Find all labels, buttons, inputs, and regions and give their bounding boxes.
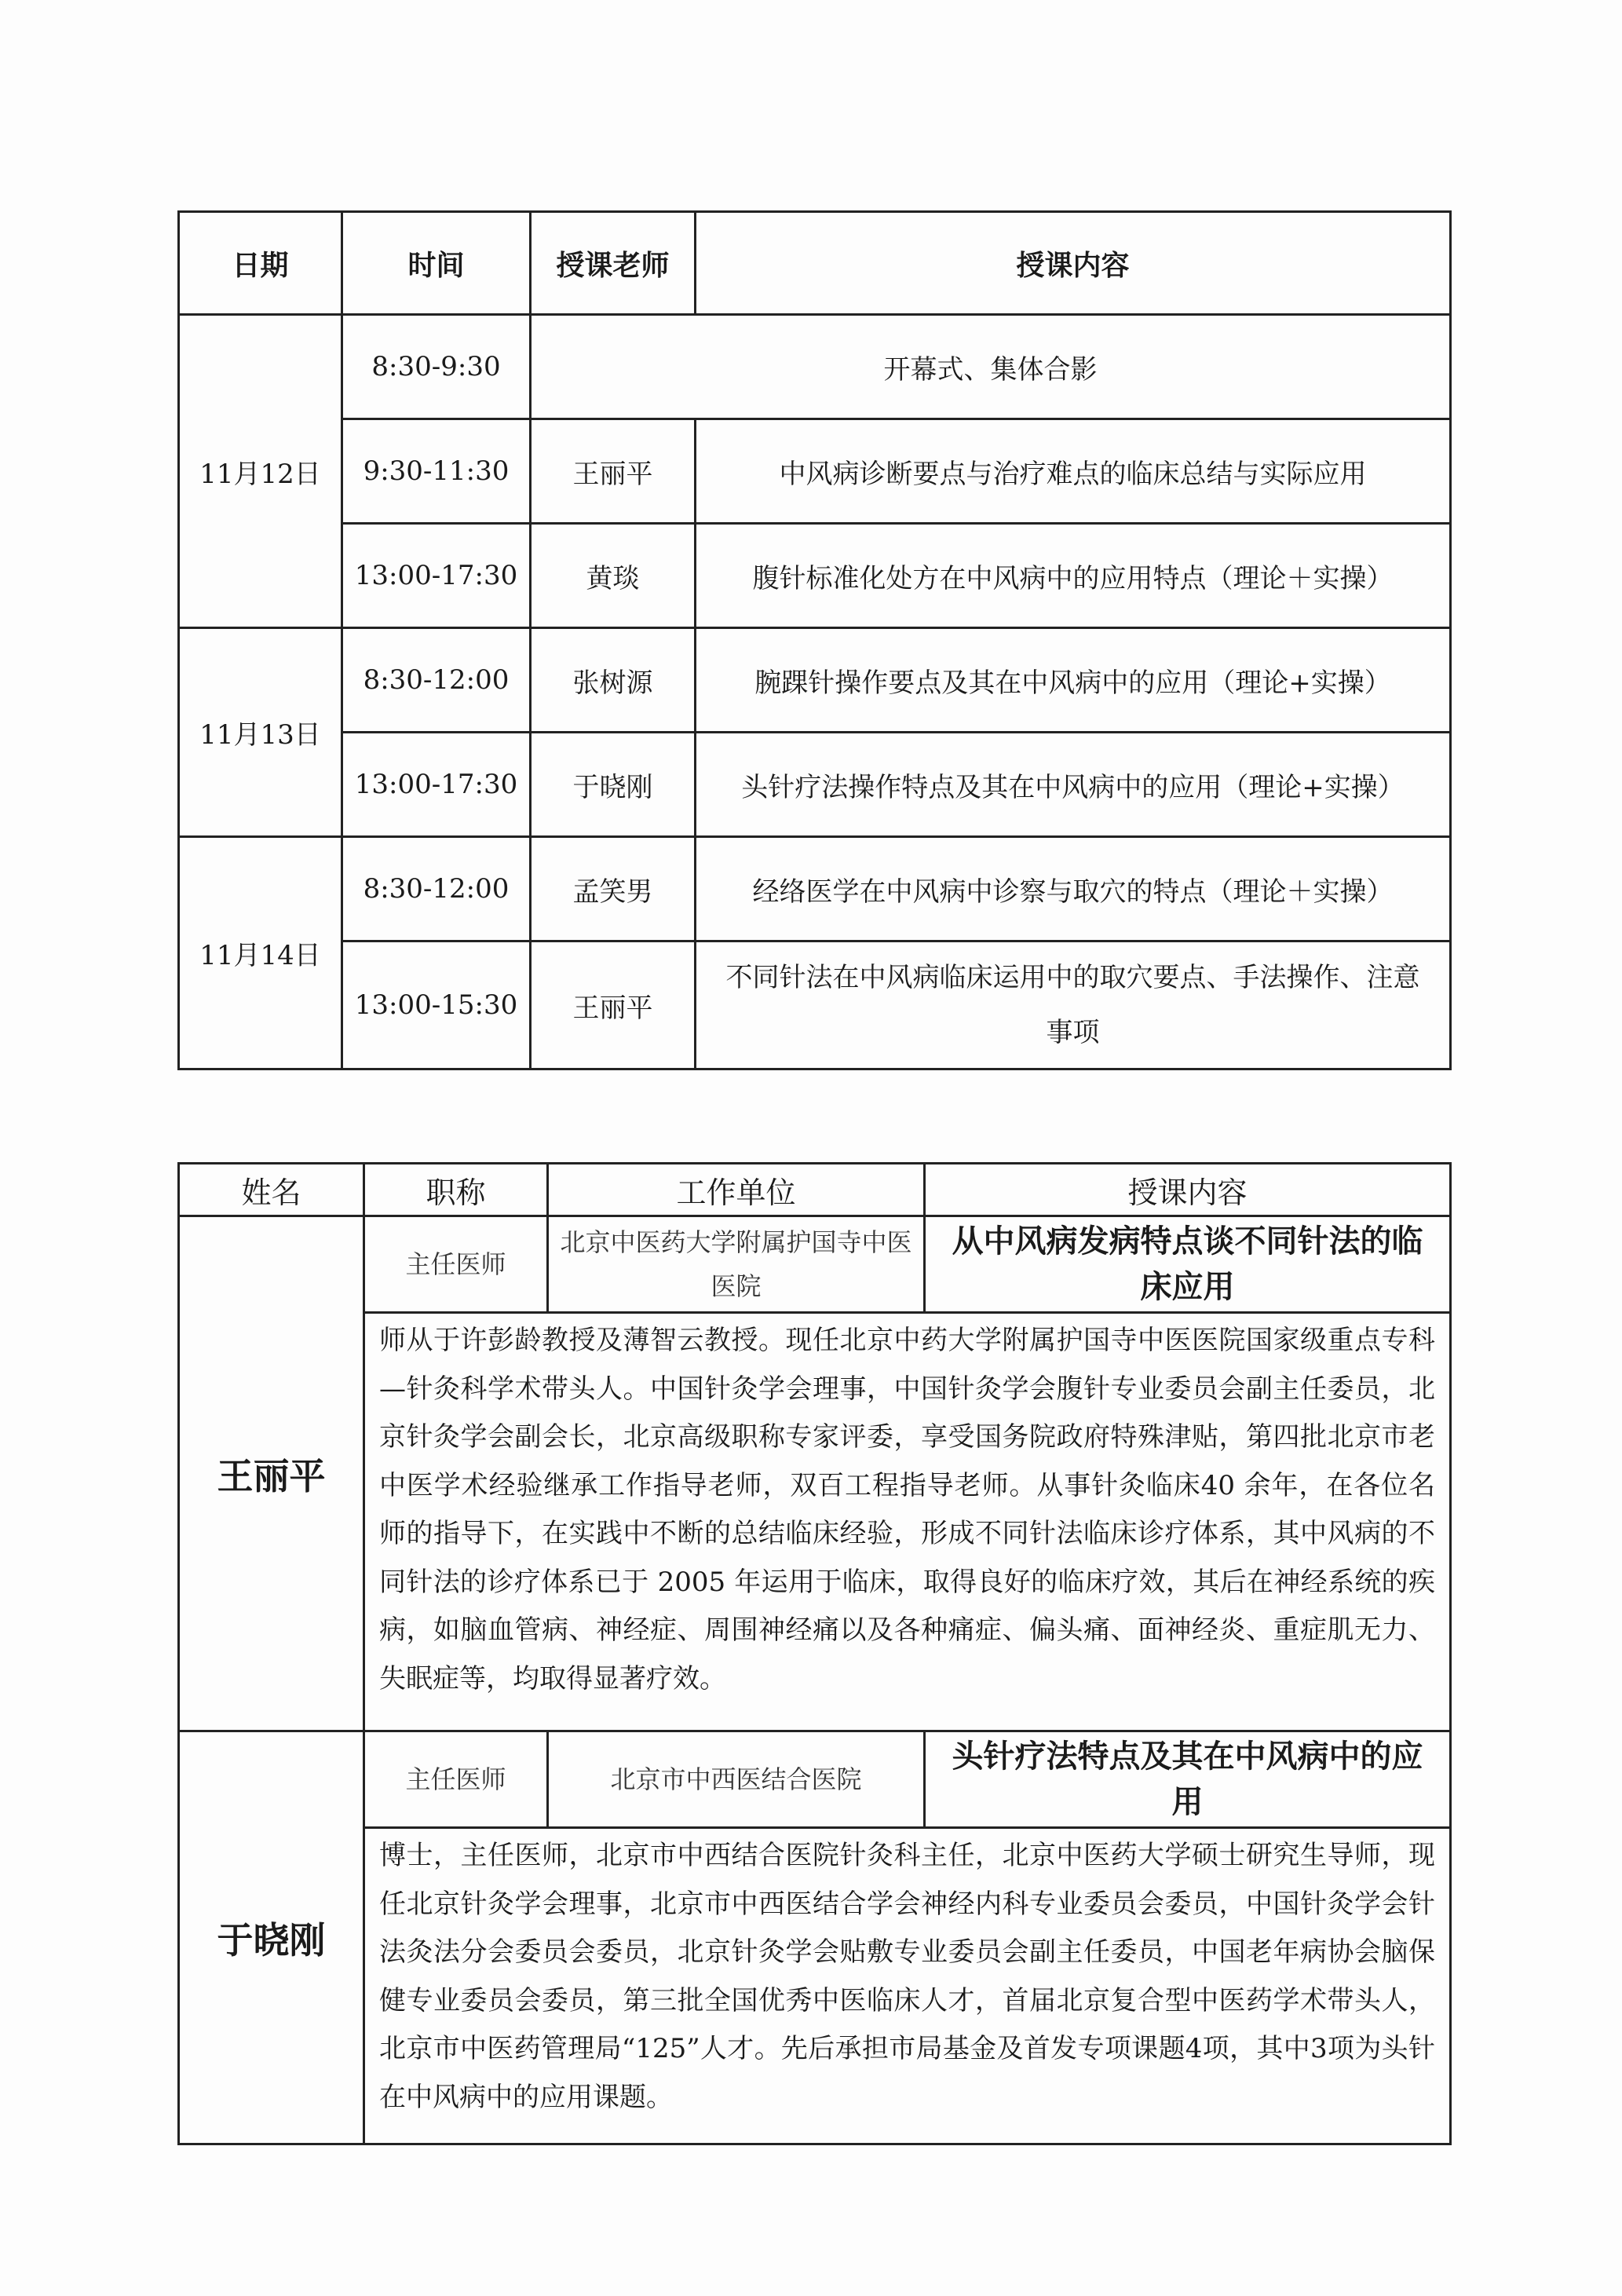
schedule-date: 11月13日 xyxy=(179,628,342,837)
header-date: 日期 xyxy=(179,212,342,315)
header-topic: 授课内容 xyxy=(925,1164,1451,1216)
teacher-info-row xyxy=(179,1731,1451,1828)
schedule-content: 开幕式、集体合影 xyxy=(531,315,1451,419)
schedule-content: 腹针标准化处方在中风病中的应用特点（理论＋实操） xyxy=(696,524,1451,628)
teacher-bio-row xyxy=(179,1828,1451,2144)
schedule-row xyxy=(179,628,1451,733)
teacher-title: 主任医师 xyxy=(364,1731,548,1828)
schedule-content: 不同针法在中风病临床运用中的取穴要点、手法操作、注意事项 xyxy=(696,941,1451,1069)
schedule-time: 8:30-9:30 xyxy=(342,315,531,419)
header-time: 时间 xyxy=(342,212,531,315)
schedule-row xyxy=(179,524,1451,628)
schedule-teacher: 黄琰 xyxy=(531,524,696,628)
schedule-row xyxy=(179,941,1451,1069)
schedule-teacher: 于晓刚 xyxy=(531,733,696,837)
schedule-row xyxy=(179,315,1451,419)
schedule-content: 头针疗法操作特点及其在中风病中的应用（理论+实操） xyxy=(696,733,1451,837)
header-unit: 工作单位 xyxy=(548,1164,925,1216)
schedule-content: 经络医学在中风病中诊察与取穴的特点（理论＋实操） xyxy=(696,837,1451,941)
teacher-info-row xyxy=(179,1216,1451,1313)
schedule-table xyxy=(177,210,1452,1070)
teacher-bio-row xyxy=(179,1313,1451,1731)
schedule-date: 11月12日 xyxy=(179,315,342,628)
schedule-time: 8:30-12:00 xyxy=(342,837,531,941)
header-name: 姓名 xyxy=(179,1164,364,1216)
schedule-header-row xyxy=(179,212,1451,315)
header-teacher: 授课老师 xyxy=(531,212,696,315)
teacher-title: 主任医师 xyxy=(364,1216,548,1313)
teacher-bio: 师从于许彭龄教授及薄智云教授。现任北京中药大学附属护国寺中医医院国家级重点专科—针灸科学术带头人。中国针灸学会理事，中国针灸学会腹针专业委员会副主任委员，北京针灸学会副会长，北京高级职称专家评委，享受国务院政府特殊津贴，第四批北京市老中医学术经验继承工作指导老师，双百工程指导老师。从事针灸临床40 余年，在各位名师的指导下，在实践中不断的总结临床经验，形成不同针法临床诊疗体系，其中风病的不同针法的诊疗体系已于 2005 年运用于临床，取得良好的临床疗效，其后在神经系统的疾病，如脑血管病、神经症、周围神经痛以及各种痛症、偏头痛、面神经炎、重症肌无力、失眠症等，均取得显著疗效。 xyxy=(364,1313,1451,1731)
header-title: 职称 xyxy=(364,1164,548,1216)
teacher-name: 于晓刚 xyxy=(179,1731,364,2144)
schedule-row xyxy=(179,419,1451,524)
schedule-teacher: 孟笑男 xyxy=(531,837,696,941)
teacher-unit: 北京市中西医结合医院 xyxy=(548,1731,925,1828)
schedule-row xyxy=(179,837,1451,941)
teacher-topic: 从中风病发病特点谈不同针法的临床应用 xyxy=(925,1216,1451,1313)
header-content: 授课内容 xyxy=(696,212,1451,315)
teacher-name: 王丽平 xyxy=(179,1216,364,1731)
schedule-date: 11月14日 xyxy=(179,837,342,1069)
schedule-time: 13:00-17:30 xyxy=(342,524,531,628)
schedule-teacher: 王丽平 xyxy=(531,941,696,1069)
teacher-unit: 北京中医药大学附属护国寺中医医院 xyxy=(548,1216,925,1313)
schedule-time: 9:30-11:30 xyxy=(342,419,531,524)
schedule-content: 腕踝针操作要点及其在中风病中的应用（理论+实操） xyxy=(696,628,1451,733)
teacher-header-row xyxy=(179,1164,1451,1216)
schedule-time: 13:00-17:30 xyxy=(342,733,531,837)
teacher-bio: 博士，主任医师，北京市中西结合医院针灸科主任，北京中医药大学硕士研究生导师，现任北京针灸学会理事，北京市中西医结合学会神经内科专业委员会委员，中国针灸学会针法灸法分会委员会委员，北京针灸学会贴敷专业委员会副主任委员，中国老年病协会脑保健专业委员会委员，第三批全国优秀中医临床人才，首届北京复合型中医药学术带头人，北京市中医药管理局“125”人才。先后承担市局基金及首发专项课题4项，其中3项为头针在中风病中的应用课题。 xyxy=(364,1828,1451,2144)
schedule-teacher: 王丽平 xyxy=(531,419,696,524)
schedule-teacher: 张树源 xyxy=(531,628,696,733)
schedule-row xyxy=(179,733,1451,837)
schedule-time: 13:00-15:30 xyxy=(342,941,531,1069)
teacher-topic: 头针疗法特点及其在中风病中的应用 xyxy=(925,1731,1451,1828)
teacher-table xyxy=(177,1162,1452,2145)
schedule-content: 中风病诊断要点与治疗难点的临床总结与实际应用 xyxy=(696,419,1451,524)
schedule-time: 8:30-12:00 xyxy=(342,628,531,733)
